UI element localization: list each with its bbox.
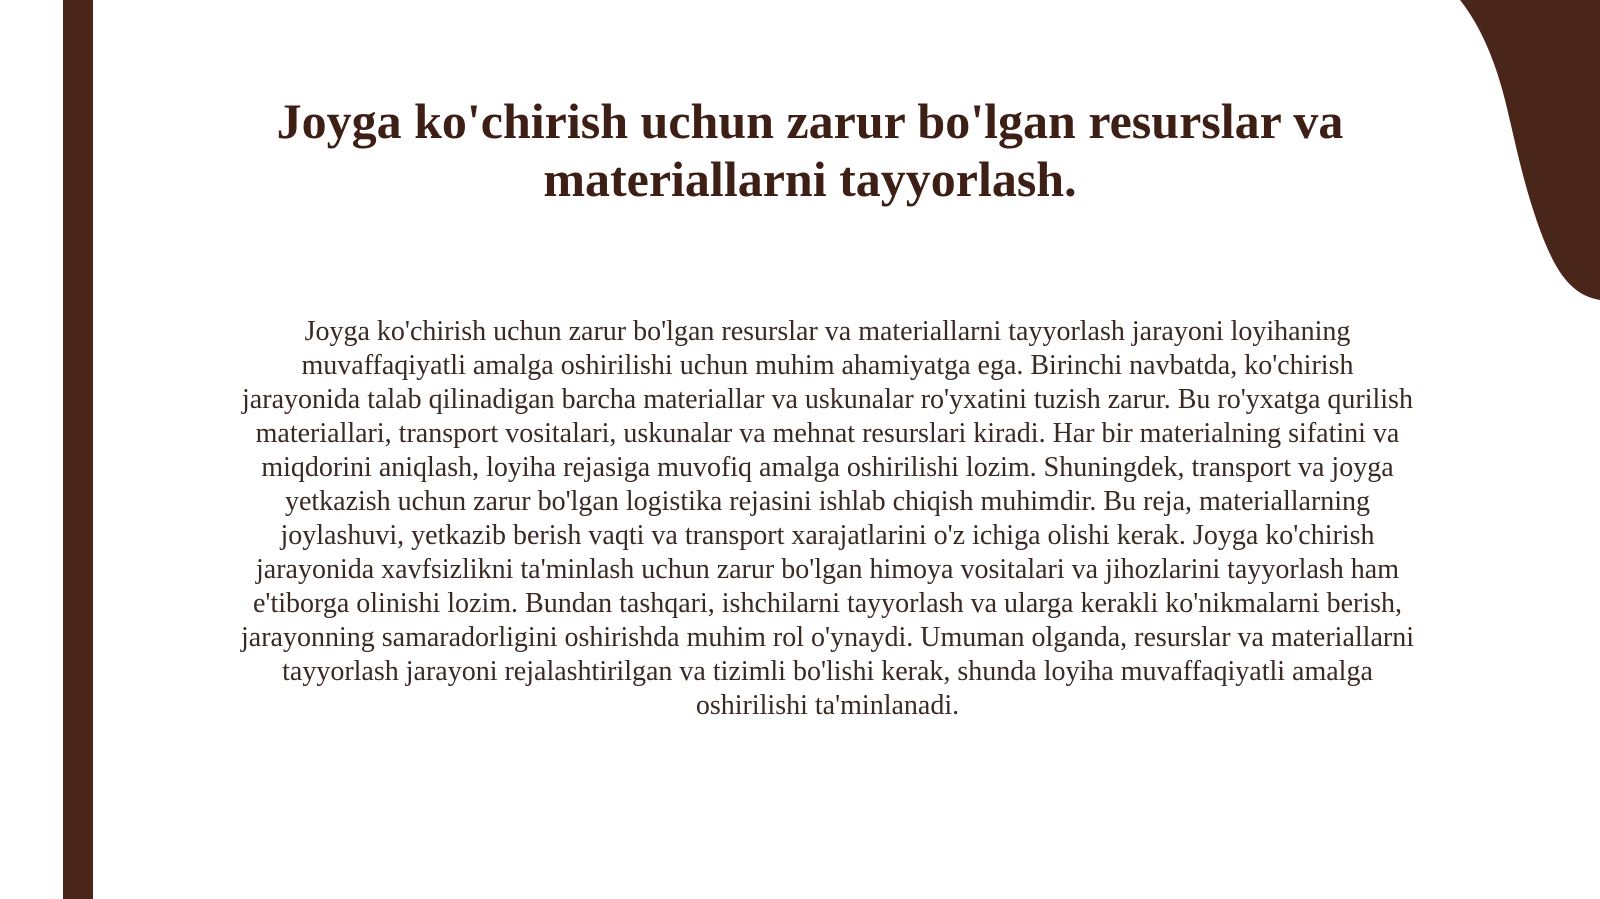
slide-title: Joyga ko'chirish uchun zarur bo'lgan resurslar va materiallarni tayyorlash.	[276, 93, 1344, 207]
left-accent-bar	[63, 0, 93, 899]
slide-body-text: Joyga ko'chirish uchun zarur bo'lgan resurslar va materiallarni tayyorlash jarayoni loyihaning muvaffaqiyatli amalga oshirilishi uchun muhim ahamiyatga ega. Birinchi navbatda, ko'chirish jarayonida talab qilinadigan barcha materiallar va uskunalar ro'yxatini tuzish zarur. Bu ro'yxatga qurilish materiallari, transport vositalari, uskunalar va mehnat resurslari kiradi. Har bir materialning sifatini va miqdorini aniqlash, loyiha rejasiga muvofiq amalga oshirilishi lozim. Shuningdek, transport va joyga yetkazish uchun zarur bo'lgan logistika rejasini ishlab chiqish muhimdir. Bu reja, materiallarning joylashuvi, yetkazib berish vaqti va transport xarajatlarini o'z ichiga olishi kerak. Joyga ko'chirish jarayonida xavfsizlikni ta'minlash uchun zarur bo'lgan himoya vositalari va jihozlarini tayyorlash ham e'tiborga olinishi lozim. Bundan tashqari, ishchilarni tayyorlash va ularga kerakli ko'nikmalarni berish, jarayonning samaradorligini oshirishda muhim rol o'ynaydi. Umuman olganda, resurslar va materiallarni tayyorlash jarayoni rejalashtirilgan va tizimli bo'lishi kerak, shunda loyiha muvaffaqiyatli amalga oshirilishi ta'minlanadi.	[241, 316, 1414, 721]
corner-decoration-shape	[1460, 0, 1600, 310]
